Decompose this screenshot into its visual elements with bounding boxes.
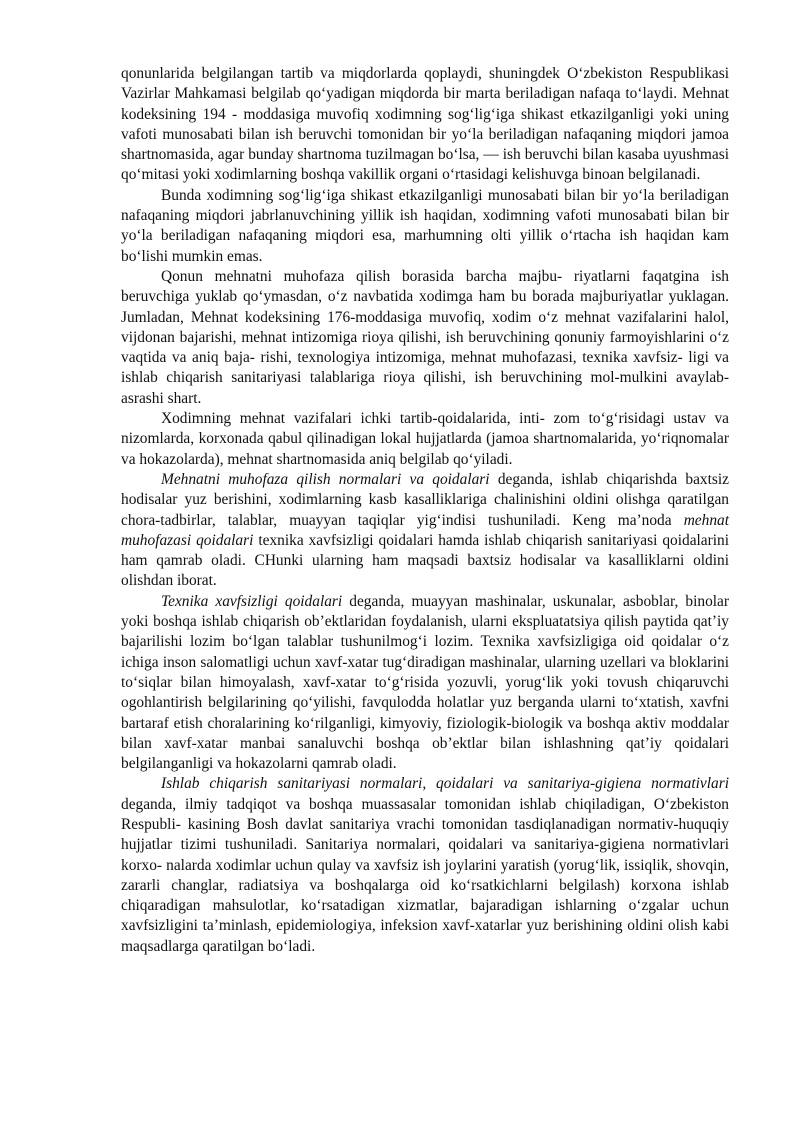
text-run: deganda, muayyan mashinalar, uskunalar, asboblar, binolar yoki boshqa ishlab chiqarish ob’ektlaridan foydalanish, ularni ekspluatatsiya qilish paytida qat’iy bajarilishi lozim bo‘lgan talablar tushunilmog‘i lozim. Texnika xavfsizligiga oid qoidalar o‘z ichiga inson salomatligi uchun xavf-xatar tug‘diradigan mashinalar, ularning uzellari va bloklarini to‘siqlar bilan himoyalash, xavf-xatar to‘g‘risida yozuvli, yorug‘lik yoki tovush chiqaruvchi ogohlantirish belgilarining qo‘yilishi, favqulodda holatlar yuz berganda ularni to‘xtatish, xavfni bartaraf etish choralarining ko‘rilganligi, kimyoviy, fiziologik-biologik va boshqa aktiv moddalar bilan xavf-xatar manbai sanaluvchi boshqa ob’ektlar bilan ishlashning qat’iy qoidalari belgilanganligi va hokazolarni qamrab oladi.	[121, 592, 729, 773]
text-run: Bunda xodimning sog‘lig‘iga shikast etkazilganligi munosabati bilan bir yo‘la beriladigan nafaqaning miqdori jabrlanuvchining yillik ish haqidan, xodimning vafoti munosabati bilan bir yo‘la beriladigan nafaqaning miqdori esa, marhumning olti yillik o‘rtacha ish haqidan kam bo‘lishi mumkin emas.	[121, 186, 729, 265]
paragraph-p1	[121, 64, 729, 186]
paragraph-p4	[121, 409, 729, 470]
italic-term: mehnat muhofazasi qoidalari	[121, 511, 729, 549]
paragraph-p7	[121, 774, 729, 957]
italic-term: Texnika xavfsizligi qoidalari	[161, 592, 343, 610]
text-run: deganda, ishlab chiqarishda baxtsiz hodisalar yuz berishini, xodimlarning kasb kasalliklariga chalinishini oldini olishga qaratilgan chora-tadbirlar, talablar, muayyan taqiqlar yig‘indisi tushuniladi. Keng ma’noda	[121, 470, 729, 529]
paragraph-p3	[121, 267, 729, 409]
text-run: Xodimning mehnat vazifalari ichki tartib-qoidalarida, inti- zom to‘g‘risidagi ustav va nizomlarda, korxonada qabul qilinadigan lokal hujjatlarda (jamoa shartnomalarida, yo‘riqnomalar va hokazolarda), mehnat shartnomasida aniq belgilab qo‘yiladi.	[121, 410, 729, 468]
text-run: qonunlarida belgilangan tartib va miqdorlarda qoplaydi, shuningdek O‘zbekiston Respublikasi Vazirlar Mahkamasi belgilab qo‘yadigan miqdorda bir marta beriladigan nafaqa to‘laydi. Mehnat kodeksining 194 - moddasiga muvofiq xodimning sog‘lig‘iga shikast etkazilganligi yoki uning vafoti munosabati bilan ish beruvchi tomonidan bir yo‘la beriladigan nafaqaning miqdori jamoa shartnomasida, agar bunday shartnoma tuzilmagan bo‘lsa, — ish beruvchi bilan kasaba uyushmasi qo‘mitasi yoki xodimlarning boshqa vakillik organi o‘rtasidagi kelishuvga binoan belgilanadi.	[121, 65, 729, 184]
italic-term: Ishlab chiqarish sanitariyasi normalari, qoidalari va sanitariya-gigiena normativlari	[161, 775, 729, 793]
paragraph-p5	[121, 470, 729, 592]
text-run: Qonun mehnatni muhofaza qilish borasida barcha majbu- riyatlarni faqatgina ish beruvchiga yuklab qo‘ymasdan, o‘z navbatida xodimga ham bu borada majburiyatlar yuklagan. Jumladan, Mehnat kodeksining 176-moddasiga muvofiq, xodim o‘z mehnat vazifalarini halol, vijdonan bajarishi, mehnat intizomiga rioya qilishi, ish beruvchining qonuniy farmoyishlarini o‘z vaqtida va aniq baja- rishi, texnologiya intizomiga, mehnat muhofazasi, texnika xavfsiz- ligi va ishlab chiqarish sanitariyasi talablariga rioya qilishi, ish beruvchining mol-mulkini avaylab-asrashi shart.	[121, 267, 729, 407]
text-run: texnika xavfsizligi qoidalari hamda ishlab chiqarish sanitariyasi qoidalarini ham qamrab oladi. CHunki ularning ham maqsadi baxtsiz hodisalar va kasalliklarni oldini olishdan iborat.	[121, 531, 730, 590]
text-run: deganda, ilmiy tadqiqot va boshqa muassasalar tomonidan ishlab chiqiladigan, O‘zbekiston Respubli- kasining Bosh davlat sanitariya vrachi tomonidan tasdiqlanadigan normativ-huquqiy hujjatlar tizimi tushuniladi. Sanitariya normalari, qoidalari va sanitariya-gigiena normativlari korxo- nalarda xodimlar uchun qulay va xavfsiz ish joylarini yaratish (yorug‘lik, issiqlik, shovqin, zararli changlar, radiatsiya va boshqalarga oid ko‘rsatkichlarni belgilash) korxona ishlab chiqaradigan mahsulotlar, ko‘rsatadigan xizmatlar, bajaradigan ishlarning o‘zgalar uchun xavfsizligini ta’minlash, epidemiologiya, infeksion xavf-xatarlar yuz berishining oldini olish kabi maqsadlarga qaratilgan bo‘ladi.	[121, 795, 729, 955]
paragraph-p6	[121, 592, 729, 775]
paragraph-p2	[121, 186, 729, 267]
document-body	[121, 64, 729, 957]
italic-term: Mehnatni muhofaza qilish normalari va qoidalari	[161, 470, 490, 488]
